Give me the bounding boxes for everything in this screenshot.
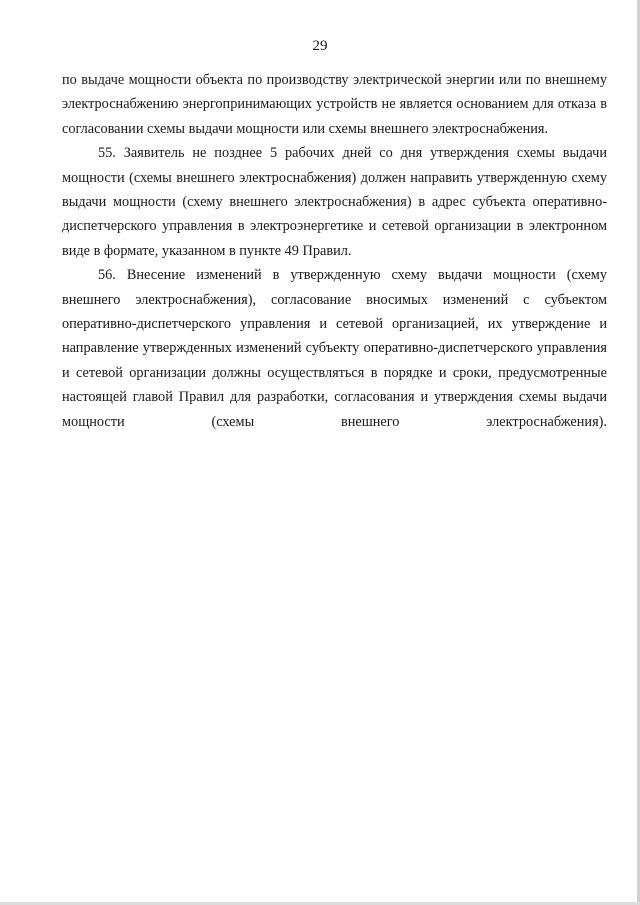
document-body	[62, 68, 607, 434]
paragraph-56: 56. Внесение изменений в утвержденную схему выдачи мощности (схему внешнего электроснабжения), согласование вносимых изменений с субъектом оперативно-диспетчерского управления и сетевой организацией, их утверждение и направление утвержденных изменений субъекту оперативно-диспетчерского управления и сетевой организации должны осуществляться в порядке и сроки, предусмотренные настоящей главой Правил для разработки, согласования и утверждения схемы выдачи мощности (схемы внешнего электроснабжения).	[62, 267, 607, 430]
page-number: 29	[312, 38, 328, 54]
paragraph-continuation: по выдаче мощности объекта по производству электрической энергии или по внешнему электроснабжению энергопринимающих устройств не является основанием для отказа в согласовании схемы выдачи мощности или схемы внешнего электроснабжения.	[62, 72, 607, 137]
paragraph-55: 55. Заявитель не позднее 5 рабочих дней со дня утверждения схемы выдачи мощности (схемы внешнего электроснабжения) должен направить утвержденную схему выдачи мощности (схему внешнего электроснабжения) в адрес субъекта оперативно-диспетчерского управления в электроэнергетике и сетевой организации в электронном виде в формате, указанном в пункте 49 Правил.	[62, 145, 607, 259]
